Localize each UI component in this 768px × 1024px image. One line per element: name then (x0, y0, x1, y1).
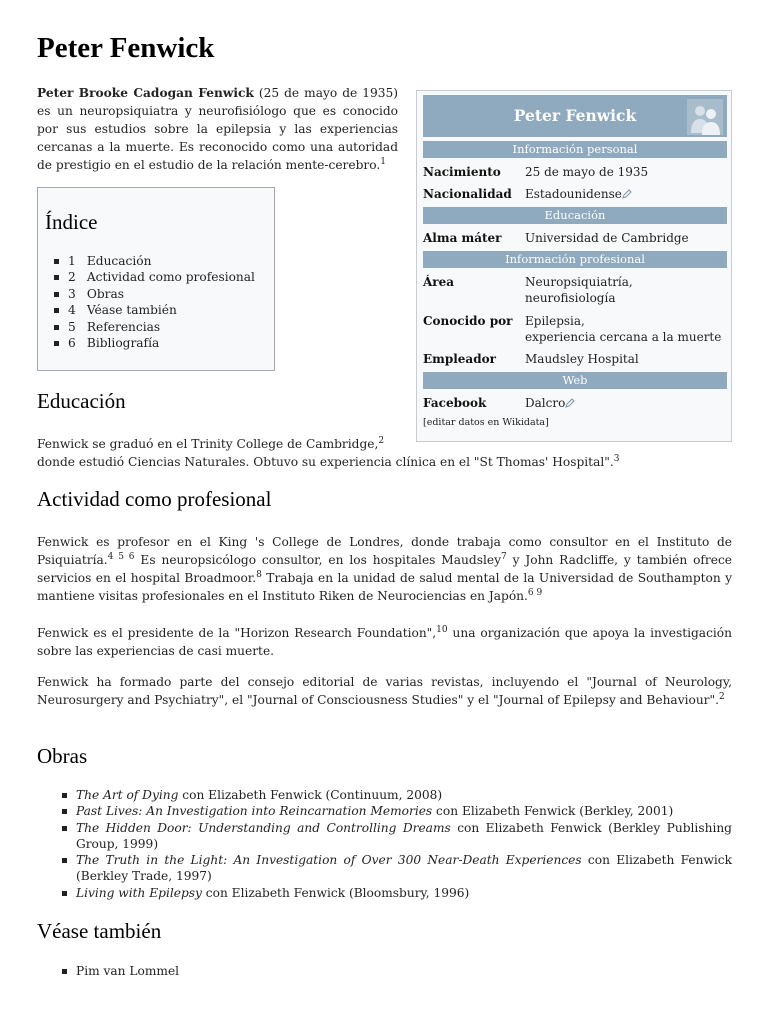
ref-link[interactable]: 4 5 6 (107, 551, 135, 562)
infobox-value-wrap (525, 313, 725, 345)
infobox-section-web: Web (423, 372, 727, 389)
infobox-title (423, 95, 727, 137)
work-title: The Truth in the Light: An Investigation of Over 300 Near-Death Experiences (76, 853, 582, 868)
work-detail: con Elizabeth Fenwick (Bloomsbury, 1996) (201, 885, 470, 900)
ref-link[interactable]: 3 (613, 453, 620, 464)
list-item (60, 803, 732, 819)
toc-item-number: 1 (68, 254, 76, 268)
page-title: Peter Fenwick (37, 32, 215, 64)
ref-link[interactable]: 8 (256, 569, 262, 580)
career-paragraph-3 (37, 673, 732, 709)
infobox-label: Área (423, 275, 455, 289)
ref-link[interactable]: 10 (436, 624, 448, 635)
ref-link[interactable]: 2 (718, 691, 725, 702)
table-of-contents (37, 187, 275, 371)
toc-item[interactable] (52, 253, 255, 269)
infobox (416, 90, 732, 442)
ref-link[interactable]: 2 (378, 435, 385, 446)
infobox-section-education: Educación (423, 207, 727, 224)
see-also-link[interactable]: Pim van Lommel (76, 964, 180, 978)
infobox-value[interactable]: experiencia cercana a la muerte (525, 330, 722, 344)
education-paragraph (37, 435, 397, 453)
see-also-list (60, 963, 732, 979)
toc-item[interactable] (52, 335, 255, 351)
toc-item[interactable] (52, 269, 255, 285)
list-item (60, 820, 732, 853)
infobox-value[interactable]: Dalcro (525, 396, 566, 410)
toc-item-number: 4 (68, 303, 76, 318)
infobox-label: Alma máter (423, 231, 502, 245)
list-item (60, 885, 732, 901)
ref-link[interactable]: 1 (380, 156, 386, 167)
infobox-label: Empleador (423, 352, 496, 366)
toc-title: Índice (45, 210, 98, 234)
text: Trabaja en la unidad de salud mental de la Universidad de Southampton y mantiene visitas profesionales en el Instituto Riken de Neurociencias en Japón. (37, 571, 732, 603)
toc-item-label[interactable]: Educación (86, 254, 152, 268)
heading-education: Educación (37, 389, 126, 413)
heading-works: Obras (37, 744, 88, 768)
work-title: Past Lives: An Investigation into Reincarnation Memories (76, 804, 433, 819)
ref-link[interactable]: 6 9 (527, 587, 543, 598)
infobox-label: Conocido por (423, 314, 513, 328)
work-detail: con Elizabeth Fenwick (Continuum, 2008) (178, 788, 443, 802)
infobox-title-text: Peter Fenwick (513, 106, 637, 125)
text: donde estudió Ciencias Naturales. Obtuvo su experiencia clínica en el "St Thomas' Hospital". (37, 455, 614, 469)
toc-item-label[interactable]: Referencias (86, 319, 161, 334)
toc-item-label[interactable]: Véase también (86, 303, 177, 318)
work-detail: con Elizabeth Fenwick (Berkley, 2001) (432, 804, 674, 819)
work-title: The Art of Dying (76, 788, 179, 802)
list-item (60, 787, 732, 803)
toc-item-number: 5 (68, 319, 76, 334)
infobox-value: Estadounidense (525, 187, 622, 201)
heading-career: Actividad como profesional (37, 487, 272, 511)
career-paragraph-2 (37, 624, 732, 660)
text: Fenwick ha formado parte del consejo editorial de varias revistas, incluyendo el "Journal of Neurology, Neurosurgery and Psychiatry", el "Journal of Consciousness Studies" y el "Journal of Epilepsy and Behaviour". (37, 675, 732, 707)
text: Fenwick es profesor en el King 's College de Londres, donde trabaja como consultor en el Instituto de Psiquiatría. (37, 535, 732, 567)
education-paragraph-cont (37, 453, 732, 471)
text: Fenwick se graduó en el Trinity College de Cambridge, (37, 437, 379, 451)
toc-item[interactable] (52, 319, 255, 335)
infobox-value[interactable]: Universidad de Cambridge (525, 231, 689, 245)
people-icon (687, 99, 723, 135)
infobox-value: 25 de mayo de 1935 (525, 165, 649, 179)
list-item (60, 852, 732, 885)
toc-item-number: 6 (68, 336, 76, 351)
text: y John Radcliffe, y también ofrece servicios en el hospital Broadmoor. (37, 553, 733, 585)
list-item[interactable] (60, 963, 732, 979)
lead-paragraph (37, 84, 398, 174)
work-title: Living with Epilepsy (76, 885, 202, 900)
toc-item[interactable] (52, 286, 255, 302)
toc-item[interactable] (52, 302, 255, 318)
infobox-label: Facebook (423, 396, 487, 410)
infobox-value-wrap (525, 274, 725, 306)
toc-item-number: 2 (68, 270, 76, 285)
infobox-value[interactable]: Maudsley Hospital (525, 352, 639, 366)
infobox-label: Nacimiento (423, 165, 501, 179)
work-title: The Hidden Door: Understanding and Controlling Dreams (76, 820, 451, 835)
infobox-value-wrap (525, 186, 725, 202)
infobox-section-professional: Información profesional (423, 251, 727, 268)
lead-name: Peter Brooke Cadogan Fenwick (37, 86, 254, 100)
pencil-icon[interactable] (565, 398, 575, 408)
infobox-value[interactable]: neurofisiología (525, 291, 616, 305)
text: una organización que apoya la investigación sobre las experiencias de casi muerte. (37, 626, 732, 658)
toc-item-label[interactable]: Obras (86, 286, 125, 301)
text: Es neuropsicólogo consultor, en los hospitales Maudsley (134, 553, 501, 567)
toc-item-label[interactable]: Actividad como profesional (86, 270, 255, 285)
edit-wikidata-link[interactable]: [editar datos en Wikidata] (423, 417, 549, 428)
infobox-value[interactable]: Epilepsia, (525, 314, 585, 328)
works-list (60, 787, 732, 901)
text: Fenwick es el presidente de la "Horizon Research Foundation", (37, 626, 437, 640)
toc-item-label[interactable]: Bibliografía (86, 336, 160, 351)
infobox-label: Nacionalidad (423, 187, 512, 201)
infobox-section-personal: Información personal (423, 141, 727, 158)
infobox-value-wrap (525, 395, 725, 411)
toc-list (52, 253, 255, 351)
toc-item-number: 3 (68, 286, 76, 301)
work-detail: con Elizabeth Fenwick (Berkley Trade, 1997) (76, 853, 732, 884)
lead-text: (25 de mayo de 1935) es un neuropsiquiatra y neurofisiólogo que es conocido por sus estudios sobre la epilepsia y las experiencias cercanas a la muerte. Es reconocido como una autoridad de prestigio en el estudio de la relación mente-cerebro. (37, 86, 398, 172)
work-detail: con Elizabeth Fenwick (Berkley Publishing Group, 1999) (76, 820, 732, 851)
pencil-icon[interactable] (622, 189, 632, 199)
career-paragraph-1 (37, 533, 732, 605)
heading-see-also: Véase también (37, 919, 162, 943)
infobox-value[interactable]: Neuropsiquiatría, (525, 275, 633, 289)
ref-link[interactable]: 7 (500, 551, 507, 562)
